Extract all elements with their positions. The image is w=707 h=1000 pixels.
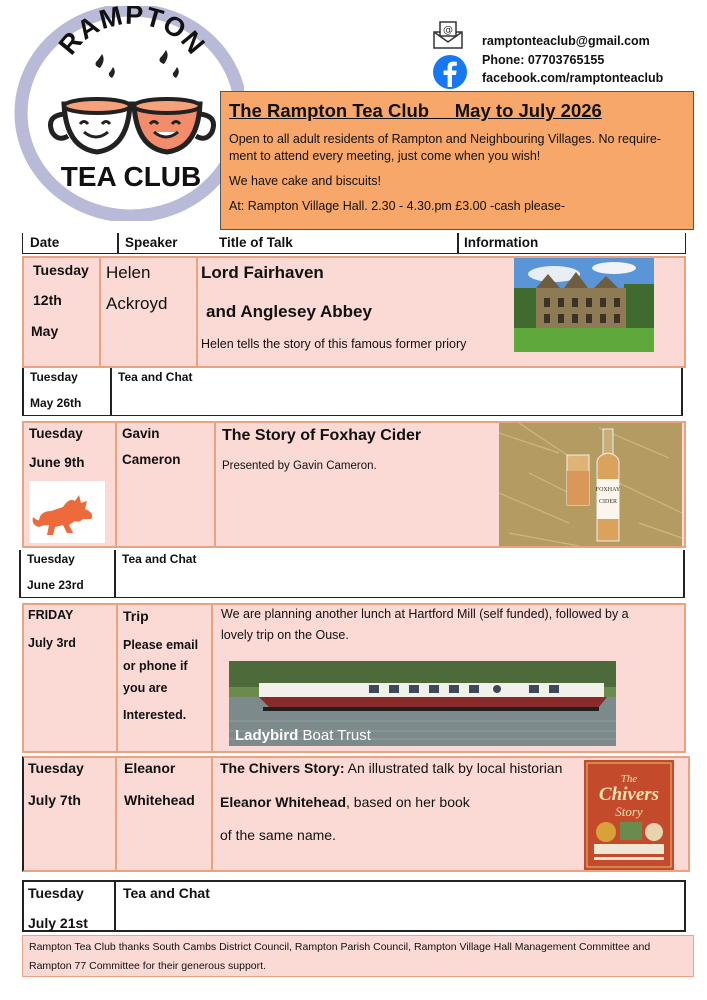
tea-club-logo (14, 6, 244, 221)
speaker-last: Whitehead (124, 792, 195, 808)
trip-note-3: you are (123, 681, 168, 695)
trip-description-2: lovely trip on the Ouse. (221, 628, 349, 642)
intro-banner (220, 91, 694, 230)
table-row (22, 368, 683, 416)
talk-line-3: of the same name. (220, 827, 336, 843)
header-title: Title of Talk (219, 235, 293, 250)
foxhay-cider-photo (499, 423, 682, 546)
email-address[interactable]: ramptonteaclub@gmail.com (482, 34, 650, 48)
header-date: Date (30, 235, 60, 250)
table-row (19, 550, 685, 598)
svg-text:The: The (620, 773, 638, 785)
narrowboat-photo (229, 661, 616, 746)
speaker-last: Ackroyd (106, 294, 168, 313)
talk-line-1: The Chivers Story: An illustrated talk by local historian (220, 760, 563, 776)
speaker-last: Cameron (122, 452, 181, 467)
tea-and-chat: Tea and Chat (123, 885, 210, 901)
event-month: May (31, 323, 59, 339)
event-date: July 3rd (28, 636, 76, 650)
event-day: Tuesday (28, 760, 84, 776)
event-date: May 26th (30, 396, 82, 410)
facebook-icon[interactable] (432, 54, 468, 90)
trip-label: Trip (123, 608, 149, 624)
svg-text:Story: Story (615, 804, 643, 819)
talk-line-2: Eleanor Whitehead, based on her book (220, 794, 470, 810)
event-day: Tuesday (27, 552, 75, 566)
speaker-first: Helen (106, 263, 151, 282)
talk-title-line2: and Anglesey Abbey (206, 302, 372, 321)
talk-title: The Story of Foxhay Cider (222, 427, 422, 444)
svg-text:Ladybird Boat Trust: Ladybird Boat Trust (235, 727, 371, 744)
footer-thanks: Rampton Tea Club thanks South Cambs District Council, Rampton Parish Council, Rampton Village Hall Management Committee and Rampton 77 Committee for their generous support. (22, 935, 694, 977)
banner-title: The Rampton Tea Club May to July 2026 (229, 100, 602, 121)
event-date: July 7th (28, 792, 81, 808)
banner-cake: We have cake and biscuits! (229, 174, 381, 188)
banner-venue: At: Rampton Village Hall. 2.30 - 4.30.pm £3.00 -cash please- (229, 199, 566, 213)
speaker-first: Eleanor (124, 760, 176, 776)
table-row (22, 421, 686, 548)
table-row (22, 756, 690, 872)
talk-description: Helen tells the story of this famous former priory (201, 337, 467, 351)
header-speaker: Speaker (125, 235, 178, 250)
chivers-story-book-cover (584, 760, 674, 870)
svg-text:TEA CLUB: TEA CLUB (60, 161, 202, 192)
fox-logo (29, 481, 105, 543)
table-row (22, 880, 686, 932)
event-date: July 21st (28, 915, 88, 931)
event-day: Tuesday (30, 370, 78, 384)
table-row (22, 603, 686, 753)
svg-text:CIDER: CIDER (599, 499, 617, 505)
trip-note-4: Interested. (123, 708, 187, 722)
talk-title-line1: Lord Fairhaven (201, 263, 324, 282)
banner-intro: Open to all adult residents of Rampton and Neighbouring Villages. No require-ment to attend every meeting, just come when you wish! (229, 132, 661, 163)
tea-and-chat: Tea and Chat (122, 552, 197, 566)
header-information: Information (464, 235, 539, 250)
event-day: Tuesday (33, 262, 89, 278)
trip-description-1: We are planning another lunch at Hartford Mill (self funded), followed by a (221, 607, 629, 621)
contact-block (430, 18, 700, 90)
tea-and-chat: Tea and Chat (118, 370, 193, 384)
talk-description: Presented by Gavin Cameron. (222, 460, 377, 472)
table-header (22, 233, 686, 254)
svg-text:@: @ (443, 25, 453, 36)
anglesey-abbey-photo (514, 258, 654, 352)
event-day: Tuesday (29, 426, 83, 441)
facebook-link[interactable]: facebook.com/ramptonteaclub (482, 71, 664, 85)
event-day: FRIDAY (28, 608, 74, 622)
svg-text:RAMPTON: RAMPTON (52, 6, 212, 61)
table-row (22, 256, 686, 368)
trip-note-1: Please email (123, 638, 199, 652)
speaker-first: Gavin (122, 426, 160, 441)
event-date: 12th (33, 292, 62, 308)
event-date: June 23rd (27, 578, 84, 592)
trip-note-2: or phone if (123, 659, 188, 673)
event-date: June 9th (29, 455, 85, 470)
email-icon (432, 20, 464, 50)
event-day: Tuesday (28, 885, 84, 901)
phone-number[interactable]: Phone: 07703765155 (482, 53, 605, 67)
svg-text:Chivers: Chivers (598, 784, 660, 805)
svg-text:FOXHAY: FOXHAY (595, 487, 621, 493)
